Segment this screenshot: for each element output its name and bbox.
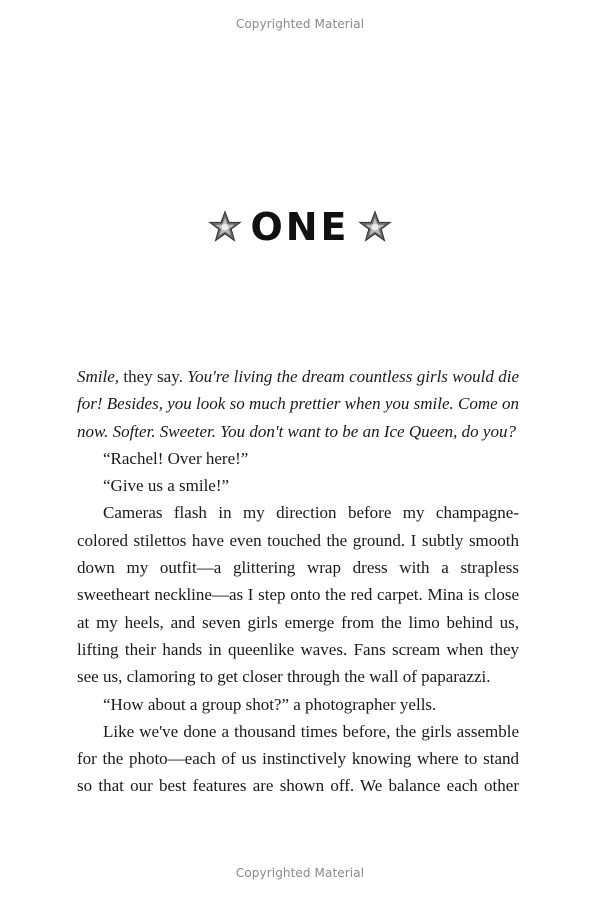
paragraph: “How about a group shot?” a photographer yells.: [103, 694, 437, 714]
chapter-heading: [0, 200, 600, 254]
star-icon: [208, 210, 242, 244]
paragraph: “Rachel! Over here!”: [103, 448, 249, 468]
opening-roman: they say.: [119, 367, 188, 386]
paragraph: “Give us a smile!”: [103, 476, 230, 496]
chapter-body: [77, 363, 519, 800]
paragraph: Cameras flash in my direction before my champagne-colored stilettos have even touched the ground. I subtly smooth down my outfit—a glittering wrap dress with a strapless sweetheart neckline—as I step onto the red carpet. Mina is close at my heels, and seven girls emerge from the limo behind us, lifting their hands in queenlike waves. Fans scream when they see us, clamoring to get closer through the wall of paparazzi.: [77, 503, 519, 687]
opening-paragraph: [77, 363, 519, 445]
opening-italic-2: You're living the dream countless girls would die for! Besides, you look so much prettier when you smile. Come on now. Softer. Sweeter. You don't want to be an Ice Queen, do you?: [77, 367, 519, 441]
opening-italic-1: Smile,: [77, 367, 120, 386]
chapter-title: ONE: [250, 205, 350, 249]
paragraph: Like we've done a thousand times before, the girls assemble for the photo—each of us instinctively knowing where to stand so that our best features are shown off. We balance each other: [77, 721, 519, 796]
copyright-watermark-bottom: Copyrighted Material: [235, 866, 365, 880]
star-icon: [358, 210, 392, 244]
copyright-watermark-top: Copyrighted Material: [235, 17, 365, 31]
